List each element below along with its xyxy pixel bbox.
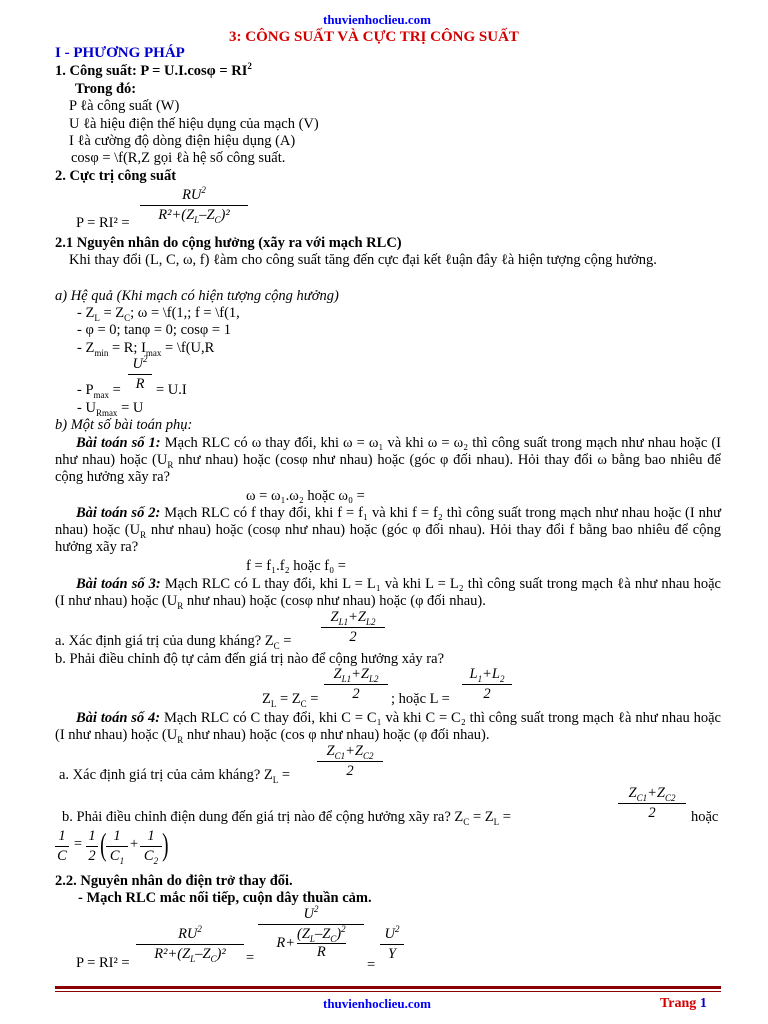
problem-3b: b. Phải điều chỉnh độ tự cảm đến giá trị nào để cộng hưởng xảy ra? — [55, 651, 445, 667]
problem-4b: b. Phải điều chỉnh điện dung đến giá trị nào để cộng hưởng xãy ra? $Z_C = Z_L$ = — [62, 809, 511, 827]
subheading-resonance: 2.1 Nguyên nhân do cộng hưởng (xãy ra với mạch RLC) — [55, 235, 402, 251]
section-heading: I - PHƯƠNG PHÁP — [55, 45, 185, 61]
consequence-5: - $U_{Rmax} = U$ — [77, 400, 144, 418]
problem-4: Bài toán số 4: Mạch RLC có C thay đổi, khi C = C₁ và khi C = C₂ thì công suất trong mạch ℓà như nhau hoặc (I như nhau) hoặc ($U_R$ như nhau) hoặc (cos φ như nhau) hoặc (φ đối nhau). — [55, 710, 721, 745]
formula3-eq1: = — [246, 950, 255, 966]
problem-4a-fraction: $Z_{C1}+Z_{C2}$ 2 — [317, 743, 383, 780]
resonance-text: Khi thay đổi (L, C, ω, f) ℓàm cho công suất tăng đến cực đại kết ℓuận đây ℓà hiện tượng cộng hưởng. — [69, 252, 657, 268]
pmax-rhs: = U.I — [156, 382, 187, 398]
page-title: 3: CÔNG SUẤT VÀ CỰC TRỊ CÔNG SUẤT — [229, 29, 519, 45]
problem-3b-or: ; hoặc L = — [391, 691, 450, 707]
formula-eq-sign: = — [73, 836, 83, 852]
consequence-2: - φ = 0; tanφ = 0; cosφ = 1 — [77, 322, 231, 338]
footer-rule — [55, 986, 721, 989]
def-u: U ℓà hiệu điện thế hiệu dụng của mạch (V) — [69, 116, 319, 132]
def-i: I ℓà cường độ dòng điện hiệu dụng (A) — [69, 133, 296, 149]
formula-plus: + — [130, 836, 139, 852]
site-header[interactable]: thuvienhoclieu.com — [323, 12, 431, 27]
series-note: - Mạch RLC mắc nối tiếp, cuộn dây thuần cảm. — [78, 890, 372, 906]
formula-inv-c2: 1 $C_2$ — [140, 828, 162, 865]
problem-2: Bài toán số 2: Mạch RLC có f thay đổi, khi f = f₁ và khi f = f₂ thì công suất trong mạch như nhau hoặc (I như nhau) hoặc ($U_R$ như nhau) hoặc (cosφ như nhau) hoặc (góc φ đối nhau). Hỏi thay đổi f bằng bao nhiêu để cộng hưởng xãy ra? — [55, 505, 722, 555]
subproblems-heading: b) Một số bài toán phụ: — [55, 417, 193, 433]
site-footer[interactable]: thuvienhoclieu.com — [323, 996, 431, 1011]
formula-paren-open: ( — [100, 826, 107, 862]
formula1-fraction: $RU^2$ $R^2+(Z_L-Z_C)^2$ — [140, 187, 248, 224]
formula-inv-c: 1 C — [55, 828, 69, 865]
pmax-fraction: $U^2$ R — [128, 356, 152, 393]
def-cos: cosφ = \f(R,Z gọi ℓà hệ số công suất. — [71, 150, 286, 166]
problem-4a: a. Xác định giá trị của cảm kháng? $Z_L$ = — [59, 767, 291, 785]
problem-3b-fraction1: $Z_{L1}+Z_{L2}$ 2 — [324, 666, 388, 703]
formula1-lhs: P = RI² = — [76, 215, 130, 231]
formula3-fraction3: $U^2$ Y — [380, 926, 404, 963]
pmax-lhs: - $P_{max}$ = — [77, 382, 121, 400]
problem-3b-fraction2: $L_1+L_2$ 2 — [462, 666, 512, 703]
formula3-lhs: P = RI² = — [76, 955, 130, 971]
where-label: Trong đó: — [75, 81, 137, 97]
formula3-fraction2: $U^2$ R + $\frac{(Z_L-Z_C)^2}{R}$ — [258, 906, 364, 961]
problem-3a-fraction: $Z_{L1}+Z_{L2}$ 2 — [321, 609, 385, 646]
consequence-3: - $Z_{min} = R$; $I_{max}$ = \f(U,R — [77, 340, 215, 358]
problem-1: Bài toán số 1: Mạch RLC có ω thay đổi, khi ω = ω₁ và khi ω = ω₂ thì công suất trong mạch như nhau hoặc (I như nhau) hoặc ($U_R$ như nhau) hoặc (cosφ như nhau) hoặc (góc φ đối nhau). Hỏi thay đổi ω bằng bao nhiêu để cộng hưởng xãy ra? — [55, 435, 721, 485]
subheading-resistor: 2.2. Nguyên nhân do điện trở thay đổi. — [55, 873, 293, 889]
formula-half: 1 2 — [86, 828, 98, 865]
problem-2-eq: f = f₁.f₂ hoặc f₀ = — [246, 558, 346, 574]
power-formula: 1. Công suất: $P = U.I.\cos\varphi = RI^2$ — [55, 61, 252, 79]
consequence-1: - $Z_L = Z_C$; ω = \f(1,; f = \f(1, — [77, 305, 240, 323]
formula-inv-c1: 1 $C_1$ — [106, 828, 128, 865]
problem-3b-eq: $Z_L = Z_C$ = — [262, 691, 319, 709]
problem-4b-fraction: $Z_{C1}+Z_{C2}$ 2 — [618, 785, 686, 822]
problem-3: Bài toán số 3: Mạch RLC có L thay đổi, khi L = L₁ và khi L = L₂ thì công suất trong mạch ℓà như nhau hoặc (I như nhau) hoặc ($U_R$ như nhau) hoặc (cosφ như nhau) hoặc (φ đối nhau). — [55, 576, 721, 611]
problem-3a: a. Xác định giá trị của dung kháng? $Z_C$ = — [55, 633, 292, 651]
formula-paren-close: ) — [162, 826, 169, 862]
problem-1-eq: ω = ω₁.ω₂ hoặc ω₀ = — [246, 488, 365, 504]
footer-rule-thin — [55, 991, 721, 992]
problem-4b-or: hoặc — [691, 809, 719, 825]
formula3-eq2: = — [367, 957, 376, 973]
subheading-extremum: 2. Cực trị công suất — [55, 168, 177, 184]
consequence-heading: a) Hệ quả (Khi mạch có hiện tượng cộng hưởng) — [55, 288, 339, 304]
formula3-fraction1: $RU^2$ $R^2+(Z_L-Z_C)^2$ — [136, 926, 244, 963]
page-number: Trang 1 — [660, 996, 707, 1011]
def-p: P ℓà công suất (W) — [69, 98, 180, 114]
